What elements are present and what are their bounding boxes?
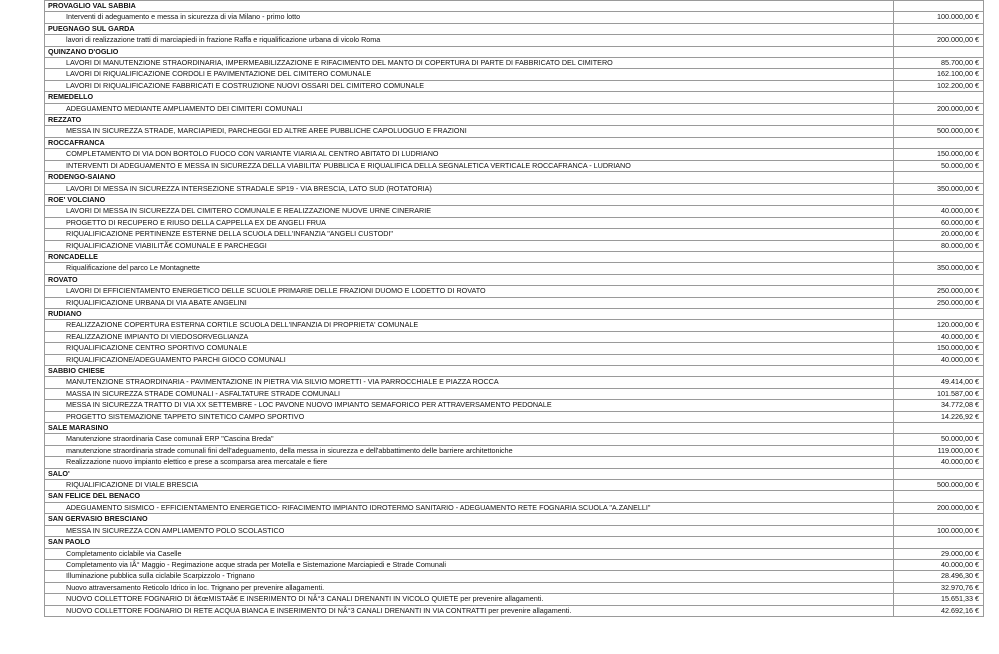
project-amount: 500.000,00 €	[894, 126, 984, 137]
municipality-amount-cell	[894, 366, 984, 377]
municipality-name: ROE' VOLCIANO	[45, 194, 894, 205]
project-description: LAVORI DI RIQUALIFICAZIONE FABBRICATI E COSTRUZIONE NUOVI OSSARI DEL CIMITERO COMUNALE	[45, 80, 894, 91]
municipality-name: SALE MARASINO	[45, 423, 894, 434]
municipality-amount-cell	[894, 423, 984, 434]
project-amount: 85.700,00 €	[894, 58, 984, 69]
municipality-amount-cell	[894, 1, 984, 12]
project-row	[45, 217, 984, 228]
project-row	[45, 377, 984, 388]
project-row	[45, 354, 984, 365]
municipality-name: REZZATO	[45, 115, 894, 126]
project-description: MESSA IN SICUREZZA STRADE, MARCIAPIEDI, PARCHEGGI ED ALTRE AREE PUBBLICHE CAPOLUOGUO E FRAZIONI	[45, 126, 894, 137]
project-amount: 40.000,00 €	[894, 457, 984, 468]
municipality-amount-cell	[894, 194, 984, 205]
municipality-name: SAN FELICE DEL BENACO	[45, 491, 894, 502]
project-row	[45, 12, 984, 23]
project-amount: 101.587,00 €	[894, 388, 984, 399]
project-row	[45, 457, 984, 468]
project-row	[45, 69, 984, 80]
project-description: Interventi di adeguamento e messa in sicurezza di via Milano - primo lotto	[45, 12, 894, 23]
project-row	[45, 206, 984, 217]
municipality-name: SALO'	[45, 468, 894, 479]
project-description: lavori di realizzazione tratti di marciapiedi in frazione Raffa e riqualificazione urbana di vicolo Roma	[45, 35, 894, 46]
municipality-amount-cell	[894, 251, 984, 262]
project-amount: 28.496,30 €	[894, 571, 984, 582]
municipality-row	[45, 251, 984, 262]
project-row	[45, 411, 984, 422]
project-amount: 102.200,00 €	[894, 80, 984, 91]
municipality-amount-cell	[894, 468, 984, 479]
project-amount: 200.000,00 €	[894, 35, 984, 46]
municipality-row	[45, 468, 984, 479]
municipality-amount-cell	[894, 115, 984, 126]
municipality-name: RONCADELLE	[45, 251, 894, 262]
project-description: Manutenzione straordinaria Case comunali ERP "Cascina Breda"	[45, 434, 894, 445]
municipality-row	[45, 491, 984, 502]
project-description: MANUTENZIONE STRAORDINARIA - PAVIMENTAZIONE IN PIETRA VIA SILVIO MORETTI - VIA PARROCCHIALE E PIAZZA ROCCA	[45, 377, 894, 388]
project-row	[45, 80, 984, 91]
project-description: LAVORI DI EFFICIENTAMENTO ENERGETICO DELLE SCUOLE PRIMARIE DELLE FRAZIONI DUOMO E LODETTO DI ROVATO	[45, 286, 894, 297]
municipality-row	[45, 46, 984, 57]
project-amount: 119.000,00 €	[894, 445, 984, 456]
project-amount: 250.000,00 €	[894, 286, 984, 297]
project-description: ADEGUAMENTO SISMICO - EFFICIENTAMENTO ENERGETICO- RIFACIMENTO IMPIANTO IDROTERMO SANITARIO - ADEGUAMENTO RETE FOGNARIA SCUOLA "A.ZANELLI"	[45, 502, 894, 513]
municipality-row	[45, 537, 984, 548]
municipality-row	[45, 514, 984, 525]
project-amount: 15.651,33 €	[894, 594, 984, 605]
municipality-row	[45, 1, 984, 12]
project-row	[45, 160, 984, 171]
project-row	[45, 400, 984, 411]
project-description: LAVORI DI RIQUALIFICAZIONE CORDOLI E PAVIMENTAZIONE DEL CIMITERO COMUNALE	[45, 69, 894, 80]
municipality-amount-cell	[894, 46, 984, 57]
project-amount: 120.000,00 €	[894, 320, 984, 331]
project-description: Completamento ciclabile via Caselle	[45, 548, 894, 559]
municipality-row	[45, 366, 984, 377]
project-description: COMPLETAMENTO DI VIA DON BORTOLO FUOCO CON VARIANTE VIARIA AL CENTRO ABITATO DI LUDRIANO	[45, 149, 894, 160]
project-row	[45, 502, 984, 513]
municipality-name: RODENGO-SAIANO	[45, 172, 894, 183]
project-amount: 40.000,00 €	[894, 354, 984, 365]
project-amount: 49.414,00 €	[894, 377, 984, 388]
project-row	[45, 297, 984, 308]
project-row	[45, 229, 984, 240]
project-row	[45, 286, 984, 297]
municipality-name: RUDIANO	[45, 308, 894, 319]
project-row	[45, 35, 984, 46]
project-amount: 50.000,00 €	[894, 160, 984, 171]
project-amount: 100.000,00 €	[894, 12, 984, 23]
project-description: RIQUALIFICAZIONE URBANA DI VIA ABATE ANGELINI	[45, 297, 894, 308]
municipality-row	[45, 423, 984, 434]
project-row	[45, 605, 984, 616]
project-description: MESSA IN SICUREZZA TRATTO DI VIA XX SETTEMBRE - LOC PAVONE NUOVO IMPIANTO SEMAFORICO PER ATTRAVERSAMENTO PEDONALE	[45, 400, 894, 411]
project-row	[45, 103, 984, 114]
project-description: ADEGUAMENTO MEDIANTE AMPLIAMENTO DEI CIMITERI COMUNALI	[45, 103, 894, 114]
project-row	[45, 559, 984, 570]
project-amount: 80.000,00 €	[894, 240, 984, 251]
municipality-row	[45, 172, 984, 183]
municipality-amount-cell	[894, 23, 984, 34]
project-amount: 100.000,00 €	[894, 525, 984, 536]
municipality-name: ROCCAFRANCA	[45, 137, 894, 148]
municipality-name: REMEDELLO	[45, 92, 894, 103]
project-description: RIQUALIFICAZIONE VIABILITÃ€ COMUNALE E PARCHEGGI	[45, 240, 894, 251]
project-description: Riqualificazione del parco Le Montagnette	[45, 263, 894, 274]
municipality-amount-cell	[894, 137, 984, 148]
municipality-row	[45, 274, 984, 285]
project-row	[45, 480, 984, 491]
project-description: LAVORI DI MESSA IN SICUREZZA DEL CIMITERO COMUNALE E REALIZZAZIONE NUOVE URNE CINERARIE	[45, 206, 894, 217]
municipality-row	[45, 115, 984, 126]
project-row	[45, 388, 984, 399]
project-amount: 42.692,16 €	[894, 605, 984, 616]
project-description: REALIZZAZIONE IMPIANTO DI VIEDOSORVEGLIANZA	[45, 331, 894, 342]
project-row	[45, 582, 984, 593]
project-row	[45, 58, 984, 69]
project-row	[45, 525, 984, 536]
project-amount: 20.000,00 €	[894, 229, 984, 240]
project-amount: 350.000,00 €	[894, 263, 984, 274]
municipality-amount-cell	[894, 172, 984, 183]
project-amount: 60.000,00 €	[894, 217, 984, 228]
project-amount: 14.226,92 €	[894, 411, 984, 422]
project-amount: 150.000,00 €	[894, 149, 984, 160]
funding-table-body	[45, 1, 984, 617]
project-row	[45, 343, 984, 354]
project-row	[45, 445, 984, 456]
municipality-name: ROVATO	[45, 274, 894, 285]
project-row	[45, 320, 984, 331]
project-description: RIQUALIFICAZIONE CENTRO SPORTIVO COMUNALE	[45, 343, 894, 354]
project-amount: 40.000,00 €	[894, 206, 984, 217]
project-description: manutenzione straordinaria strade comunali fini dell'adeguamento, della messa in sicurezza e dell'abbattimento delle barriere architettoniche	[45, 445, 894, 456]
municipality-name: QUINZANO D'OGLIO	[45, 46, 894, 57]
project-row	[45, 571, 984, 582]
project-row	[45, 548, 984, 559]
project-row	[45, 126, 984, 137]
project-amount: 40.000,00 €	[894, 559, 984, 570]
municipality-row	[45, 308, 984, 319]
project-description: PROGETTO SISTEMAZIONE TAPPETO SINTETICO CAMPO SPORTIVO	[45, 411, 894, 422]
project-amount: 32.970,76 €	[894, 582, 984, 593]
municipality-amount-cell	[894, 274, 984, 285]
project-amount: 29.000,00 €	[894, 548, 984, 559]
project-description: LAVORI DI MANUTENZIONE STRAORDINARIA, IMPERMEABILIZZAZIONE E RIFACIMENTO DEL MANTO DI COPERTURA DI PARTE DI FABBRICATO DEL CIMITERO	[45, 58, 894, 69]
municipality-row	[45, 137, 984, 148]
project-amount: 162.100,00 €	[894, 69, 984, 80]
project-description: Realizzazione nuovo impianto elettico e prese a scomparsa area mercatale e fiere	[45, 457, 894, 468]
municipality-amount-cell	[894, 92, 984, 103]
project-description: PROGETTO DI RECUPERO E RIUSO DELLA CAPPELLA EX DE ANGELI FRUA	[45, 217, 894, 228]
project-amount: 50.000,00 €	[894, 434, 984, 445]
municipality-name: SABBIO CHIESE	[45, 366, 894, 377]
project-description: REALIZZAZIONE COPERTURA ESTERNA CORTILE SCUOLA DELL'INFANZIA DI PROPRIETA' COMUNALE	[45, 320, 894, 331]
project-description: INTERVENTI DI ADEGUAMENTO E MESSA IN SICUREZZA DELLA VIABILITA' PUBBLICA E RIQUALIFICA DELLA SEGNALETICA VERTICALE ROCCAFRANCA - LUDRIANO	[45, 160, 894, 171]
municipality-name: SAN PAOLO	[45, 537, 894, 548]
municipality-name: SAN GERVASIO BRESCIANO	[45, 514, 894, 525]
project-amount: 200.000,00 €	[894, 502, 984, 513]
project-row	[45, 183, 984, 194]
municipality-amount-cell	[894, 491, 984, 502]
project-row	[45, 331, 984, 342]
project-amount: 40.000,00 €	[894, 331, 984, 342]
project-description: Illuminazione pubblica sulla ciclabile Scarpizzolo - Trignano	[45, 571, 894, 582]
funding-table	[44, 0, 984, 617]
project-row	[45, 434, 984, 445]
municipality-amount-cell	[894, 308, 984, 319]
project-amount: 500.000,00 €	[894, 480, 984, 491]
project-description: RIQUALIFICAZIONE PERTINENZE ESTERNE DELLA SCUOLA DELL'INFANZIA "ANGELI CUSTODI"	[45, 229, 894, 240]
municipality-name: PROVAGLIO VAL SABBIA	[45, 1, 894, 12]
project-row	[45, 149, 984, 160]
project-amount: 250.000,00 €	[894, 297, 984, 308]
project-description: LAVORI DI MESSA IN SICUREZZA INTERSEZIONE STRADALE SP19 - VIA BRESCIA, LATO SUD (ROTATORIA)	[45, 183, 894, 194]
municipality-row	[45, 194, 984, 205]
project-description: RIQUALIFICAZIONE/ADEGUAMENTO PARCHI GIOCO COMUNALI	[45, 354, 894, 365]
project-amount: 34.772,08 €	[894, 400, 984, 411]
project-description: Completamento via IÂ° Maggio - Regimazione acque strada per Motella e Sistemazione Marciapiedi e Strade Comunali	[45, 559, 894, 570]
project-row	[45, 263, 984, 274]
municipality-amount-cell	[894, 514, 984, 525]
project-amount: 150.000,00 €	[894, 343, 984, 354]
project-description: NUOVO COLLETTORE FOGNARIO DI RETE ACQUA BIANCA E INSERIMENTO DI NÂ°3 CANALI DRENANTI IN VIA CONTRATTI per prevenire allagamenti.	[45, 605, 894, 616]
project-row	[45, 594, 984, 605]
municipality-name: PUEGNAGO SUL GARDA	[45, 23, 894, 34]
project-description: MESSA IN SICUREZZA CON AMPLIAMENTO POLO SCOLASTICO	[45, 525, 894, 536]
municipality-row	[45, 23, 984, 34]
project-amount: 350.000,00 €	[894, 183, 984, 194]
project-description: RIQUALIFICAZIONE DI VIALE BRESCIA	[45, 480, 894, 491]
municipality-row	[45, 92, 984, 103]
project-description: NUOVO COLLETTORE FOGNARIO DI â€œMISTAâ€ E INSERIMENTO DI NÂ°3 CANALI DRENANTI IN VICOLO QUIETE per prevenire allagamenti.	[45, 594, 894, 605]
municipality-amount-cell	[894, 537, 984, 548]
project-amount: 200.000,00 €	[894, 103, 984, 114]
project-description: Nuovo attraversamento Reticolo Idrico in loc. Trignano per prevenire allagamenti.	[45, 582, 894, 593]
project-row	[45, 240, 984, 251]
project-description: MASSA IN SICUREZZA STRADE COMUNALI - ASFALTATURE STRADE COMUNALI	[45, 388, 894, 399]
